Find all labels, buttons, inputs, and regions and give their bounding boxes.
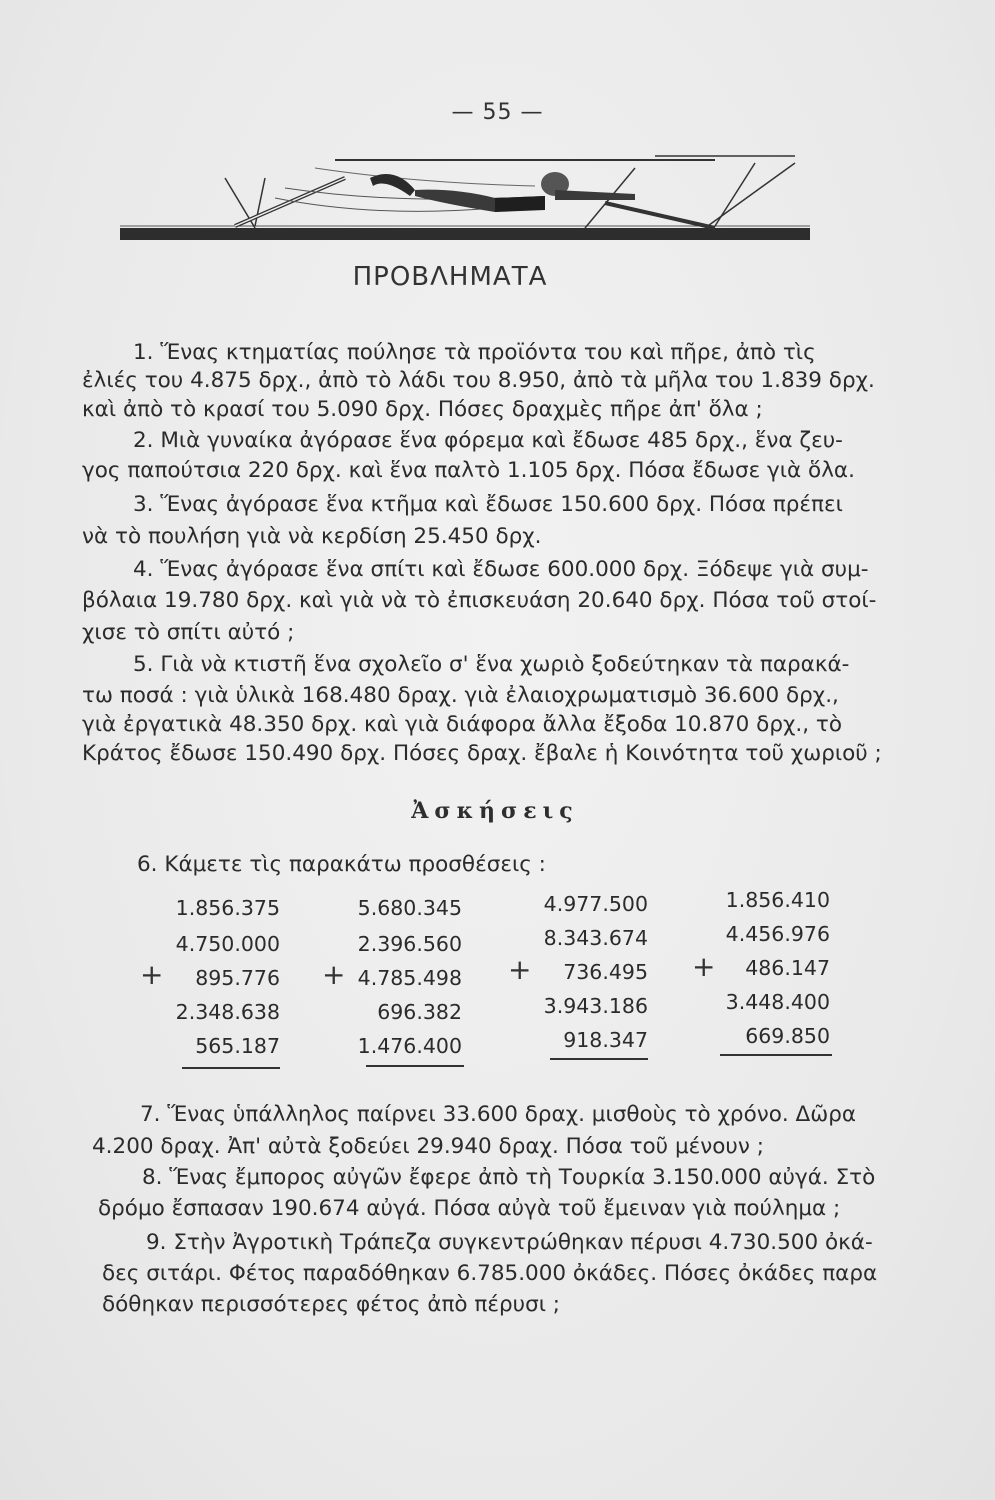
problem-8-line-1: 8. Ἕνας ἔμπορος αὐγῶν ἔφερε ἀπὸ τὴ Τουρκία 3.150.000 αὐγά. Στὸ [142, 1165, 876, 1190]
problem-8-line-2: δρόμο ἔσπασαν 190.674 αὐγά. Πόσα αὐγὰ τοῦ ἔμειναν γιὰ πούλημα ; [98, 1196, 841, 1221]
plus-sign: + [140, 958, 164, 991]
sum-line [720, 1054, 832, 1056]
sum-line [550, 1058, 648, 1060]
problem-1-line-2: ἐλιές του 4.875 δρχ., ἀπὸ τὸ λάδι του 8.950, ἀπὸ τὰ μῆλα του 1.839 δρχ. [82, 368, 875, 393]
page-number: — 55 — [451, 100, 544, 125]
addend: 2.396.560 [357, 932, 462, 956]
problem-7-line-1: 7. Ἕνας ὑπάλληλος παίρνει 33.600 δραχ. μισθοὺς τὸ χρόνο. Δῶρα [140, 1102, 857, 1127]
plus-sign: + [692, 950, 716, 983]
addend: 486.147 [745, 956, 830, 980]
addend: 669.850 [745, 1024, 830, 1048]
addend: 8.343.674 [543, 926, 648, 950]
problem-1-line-1: 1. Ἕνας κτηματίας πούλησε τὰ προϊόντα του καὶ πῆρε, ἀπὸ τὶς [133, 340, 816, 365]
addend: 918.347 [563, 1028, 648, 1052]
sum-line [366, 1065, 464, 1067]
addition-column-2 [292, 892, 462, 1082]
problem-5-line-1: 5. Γιὰ νὰ κτιστῆ ἕνα σχολεῖο σ' ἕνα χωριὸ ξοδεύτηκαν τὰ παρακά- [133, 652, 850, 677]
addend: 4.750.000 [175, 932, 280, 956]
addition-column-3 [478, 888, 648, 1078]
addend: 1.476.400 [357, 1034, 462, 1058]
addition-column-1 [110, 892, 280, 1082]
exercise-6-instruction: 6. Κάμετε τὶς παρακάτω προσθέσεις : [137, 852, 546, 877]
problem-5-line-3: γιὰ ἐργατικὰ 48.350 δρχ. καὶ γιὰ διάφορα ἄλλα ἔξοδα 10.870 δρχ., τὸ [82, 712, 843, 737]
problem-7-line-2: 4.200 δραχ. Ἀπ' αὐτὰ ξοδεύει 29.940 δραχ. Πόσα τοῦ μένουν ; [92, 1134, 764, 1159]
plus-sign: + [322, 958, 346, 991]
plus-sign: + [508, 953, 532, 986]
section-title: ΠΡΟΒΛΗΜΑΤΑ [352, 262, 548, 292]
addend: 696.382 [377, 1000, 462, 1024]
problem-4-line-2: βόλαια 19.780 δρχ. καὶ γιὰ νὰ τὸ ἐπισκευάση 20.640 δρχ. Πόσα τοῦ στοί- [82, 588, 877, 613]
addend: 1.856.375 [175, 896, 280, 920]
addend: 4.977.500 [543, 892, 648, 916]
problem-9-line-3: δόθηκαν περισσότερες φέτος ἀπὸ πέρυσι ; [102, 1292, 561, 1317]
addend: 565.187 [195, 1034, 280, 1058]
addend: 4.785.498 [357, 966, 462, 990]
addend: 2.348.638 [175, 1000, 280, 1024]
addend: 895.776 [195, 966, 280, 990]
addend: 4.456.976 [725, 922, 830, 946]
problem-3-line-1: 3. Ἕνας ἀγόρασε ἕνα κτῆμα καὶ ἔδωσε 150.600 δρχ. Πόσα πρέπει [133, 492, 843, 517]
addend: 5.680.345 [357, 896, 462, 920]
addend: 736.495 [563, 960, 648, 984]
problem-5-line-4: Κράτος ἔδωσε 150.490 δρχ. Πόσες δραχ. ἔβαλε ἡ Κοινότητα τοῦ χωριοῦ ; [82, 741, 882, 766]
exercises-heading: Ἀσκήσεις [411, 798, 579, 824]
problem-2-line-1: 2. Μιὰ γυναίκα ἀγόρασε ἕνα φόρεμα καὶ ἔδωσε 485 δρχ., ἕνα ζευ- [133, 428, 843, 453]
addend: 3.448.400 [725, 990, 830, 1014]
addition-column-4 [660, 884, 830, 1074]
problem-9-line-1: 9. Στὴν Ἀγροτικὴ Τράπεζα συγκεντρώθηκαν πέρυσι 4.730.500 ὀκά- [146, 1230, 873, 1255]
problem-9-line-2: δες σιτάρι. Φέτος παραδόθηκαν 6.785.000 ὀκάδες. Πόσες ὀκάδες παρα [102, 1261, 878, 1286]
problem-3-line-2: νὰ τὸ πουλήση γιὰ νὰ κερδίση 25.450 δρχ. [82, 524, 542, 549]
problem-2-line-2: γος παπούτσια 220 δρχ. καὶ ἕνα παλτὸ 1.105 δρχ. Πόσα ἔδωσε γιὰ ὅλα. [82, 458, 855, 483]
problem-4-line-3: χισε τὸ σπίτι αὐτό ; [82, 620, 295, 645]
sum-line [182, 1067, 280, 1069]
problem-1-line-3: καὶ ἀπὸ τὸ κρασί του 5.090 δρχ. Πόσες δραχμὲς πῆρε ἀπ' ὅλα ; [82, 397, 763, 422]
addend: 3.943.186 [543, 994, 648, 1018]
gymnast-illustration [115, 138, 845, 250]
problem-4-line-1: 4. Ἕνας ἀγόρασε ἕνα σπίτι καὶ ἔδωσε 600.000 δρχ. Ξόδεψε γιὰ συμ- [133, 557, 869, 582]
problem-5-line-2: τω ποσά : γιὰ ὑλικὰ 168.480 δραχ. γιὰ ἐλαιοχρωματισμὸ 36.600 δρχ., [82, 683, 839, 708]
addend: 1.856.410 [725, 888, 830, 912]
